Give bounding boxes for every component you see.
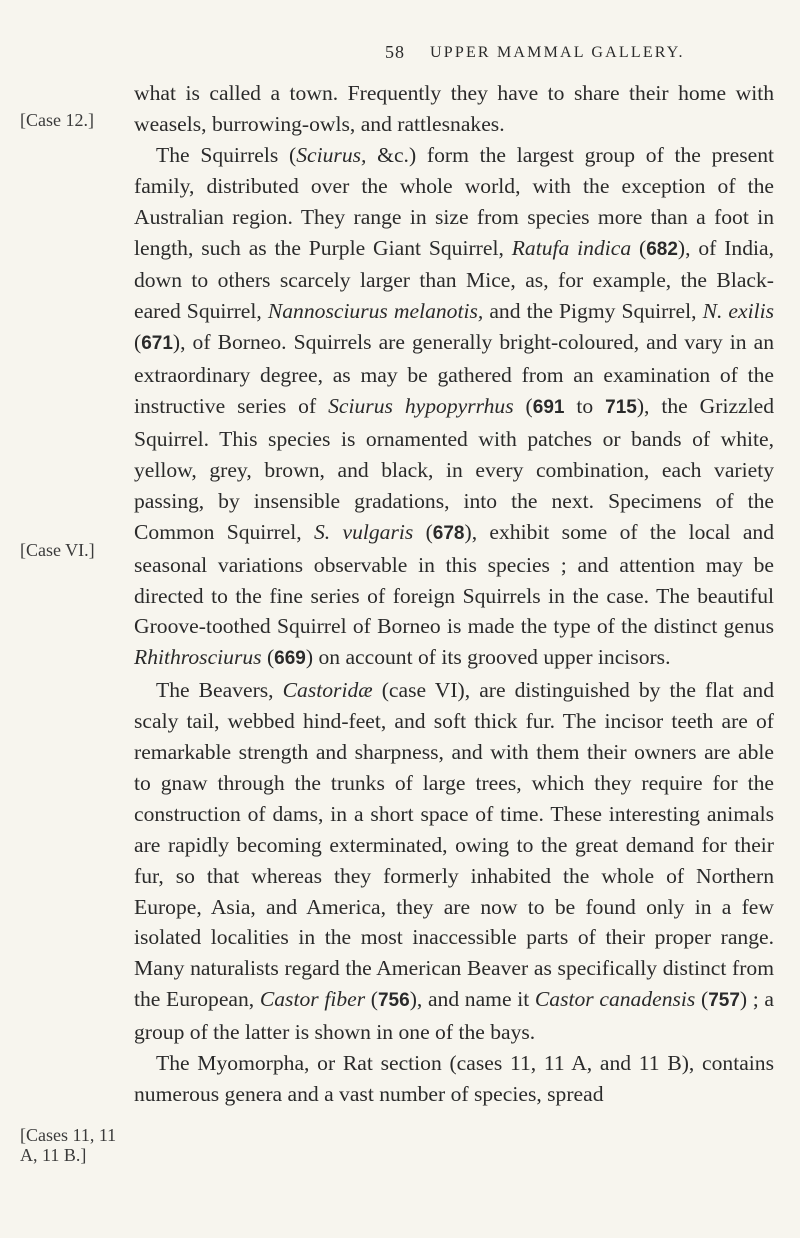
page-header bbox=[0, 42, 800, 72]
running-head: UPPER MAMMAL GALLERY. bbox=[430, 44, 685, 61]
margin-note-case-6: [Case VI.] bbox=[20, 540, 95, 560]
paragraph-myomorpha: The Myomorpha, or Rat section (cases 11, 11 A, and 11 B), contains numerous genera and a vast number of species, spread bbox=[134, 1051, 774, 1106]
page-number: 58 bbox=[385, 42, 405, 62]
margin-note-case-12: [Case 12.] bbox=[20, 110, 94, 130]
paragraph-squirrels: The Squirrels (Sciurus, &c.) form the largest group of the present family, distributed over the whole world, with the exception of the Australian region. They range in size from species more than a foot in length, such as the Purple Giant Squirrel, Ratufa indica (682), of India, down to others scarcely larger than Mice, as, for example, the Black-eared Squirrel, Nannosciurus melanotis, and the Pigmy Squirrel, N. exilis (671), of Borneo. Squirrels are generally bright-coloured, and vary in an extraordinary degree, as may be gathered from an examination of the instructive series of Sciurus hypopyrrhus (691 to 715), the Grizzled Squirrel. This species is ornamented with patches or bands of white, yellow, grey, brown, and black, in every combination, each variety passing, by insensible gradations, into the next. Specimens of the Common Squirrel, S. vulgaris (678), exhibit some of the local and seasonal variations observable in this species ; and attention may be directed to the fine series of foreign Squirrels in the case. The beautiful Groove-toothed Squirrel of Borneo is made the type of the distinct genus Rhithrosciurus (669) on account of its grooved upper incisors. bbox=[134, 142, 775, 670]
paragraph-beavers: The Beavers, Castoridæ (case VI), are distinguished by the flat and scaly tail, webbed hind-feet, and soft thick fur. The incisor teeth are of remarkable strength and sharpness, and with them their owners are able to gnaw through the trunks of large trees, which they require for the construction of dams, in a short space of time. These interesting animals are rapidly becoming exterminated, owing to the great demand for their fur, so that whereas they formerly inhabited the whole of Northern Europe, Asia, and America, they are now to be found only in a few isolated localities in the most inaccessible parts of their proper range. Many naturalists regard the American Beaver as specifically distinct from the European, Castor fiber (756), and name it Castor canadensis (757) ; a group of the latter is shown in one of the bays. bbox=[134, 678, 774, 1045]
margin-note-cases-11: [Cases 11, 11 A, 11 B.] bbox=[20, 1125, 117, 1165]
paragraph-continuation: what is called a town. Frequently they have to share their home with weasels, burrowing-owls, and rattlesnakes. bbox=[134, 81, 774, 136]
body-text bbox=[134, 78, 774, 1110]
